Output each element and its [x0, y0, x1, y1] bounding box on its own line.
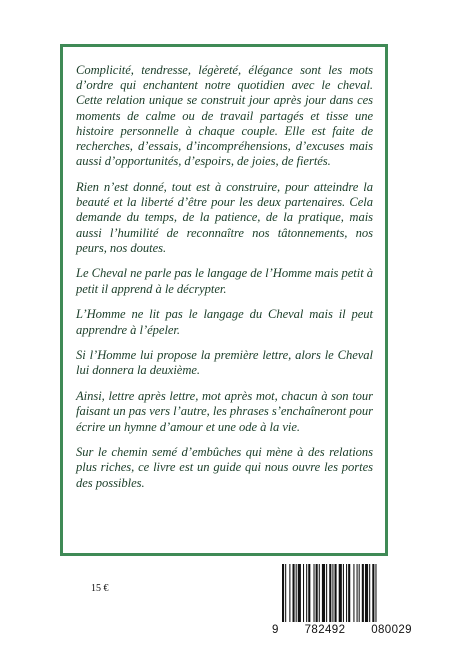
barcode-digit-first: 9	[272, 624, 279, 636]
barcode-bar	[335, 564, 337, 622]
barcode-bar	[329, 564, 331, 622]
blurb-paragraph-6: Ainsi, lettre après lettre, mot après mot, chacun à son tour faisant un pas vers l’autre, les phrases s’enchaîneront pour écrire un hymne d’amour et une ode à la vie.	[76, 389, 373, 434]
barcode-bar	[298, 564, 301, 622]
blurb-paragraph-2: Rien n’est donné, tout est à construire, pour atteindre la beauté et la liberté d’être pour les deux partenaires. Cela demande du temps, de la patience, de la pratique, mais aussi l’humilité de reconnaître nos tâtonnements, nos peurs, nos doutes.	[76, 179, 373, 255]
barcode-bar	[308, 564, 310, 622]
price-label: 15 €	[91, 583, 109, 594]
barcode-bar	[303, 564, 304, 622]
barcode-bar	[372, 564, 374, 622]
isbn-barcode	[272, 564, 412, 644]
barcode-bar	[289, 564, 290, 622]
blurb-paragraph-5: Si l’Homme lui propose la première lettre, alors le Cheval lui donnera la deuxième.	[76, 348, 373, 378]
barcode-bar	[353, 564, 354, 622]
barcode-bar	[365, 564, 368, 622]
back-cover-text-frame	[60, 44, 388, 556]
barcode-bar	[346, 564, 347, 622]
barcode-bar	[339, 564, 342, 622]
barcode-bar	[314, 564, 315, 622]
blurb-paragraph-4: L’Homme ne lit pas le langage du Cheval mais il peut apprendre à l’épeler.	[76, 307, 373, 337]
barcode-bars	[272, 564, 412, 624]
barcode-bar	[362, 564, 364, 622]
barcode-bar	[348, 564, 350, 622]
barcode-bar	[296, 564, 297, 622]
barcode-bar	[285, 564, 286, 622]
barcode-bar	[359, 564, 360, 622]
barcode-bar	[343, 564, 344, 622]
barcode-bar	[316, 564, 318, 622]
blurb-paragraph-3: Le Cheval ne parle pas le langage de l’Homme mais petit à petit il apprend à le décrypter.	[76, 266, 373, 296]
barcode-bar	[357, 564, 358, 622]
barcode-bar	[282, 564, 284, 622]
barcode-bar	[306, 564, 307, 622]
blurb-paragraph-1: Complicité, tendresse, légèreté, élégance sont les mots d’ordre qui enchantent notre quotidien avec le cheval. Cette relation unique se construit jour après jour dans ces moments de calme ou de travail partagés et tisse une histoire personnelle à chaque couple. Elle est faite de recherches, d’essais, d’incompréhensions, d’excuses mais aussi d’opportunités, d’espoirs, de joies, de fiertés.	[76, 63, 373, 169]
barcode-bar	[332, 564, 333, 622]
barcode-digits-right: 080029	[371, 624, 412, 636]
barcode-bar	[326, 564, 327, 622]
barcode-digits-left: 782492	[304, 624, 346, 636]
barcode-digits	[272, 624, 412, 636]
barcode-bar	[369, 564, 370, 622]
barcode-bar	[293, 564, 295, 622]
barcode-bar	[322, 564, 325, 622]
barcode-bar	[375, 564, 376, 622]
blurb-paragraph-7: Sur le chemin semé d’embûches qui mène à des relations plus riches, ce livre est un guide qui nous ouvre les portes des possibles.	[76, 445, 373, 490]
barcode-bar	[319, 564, 320, 622]
